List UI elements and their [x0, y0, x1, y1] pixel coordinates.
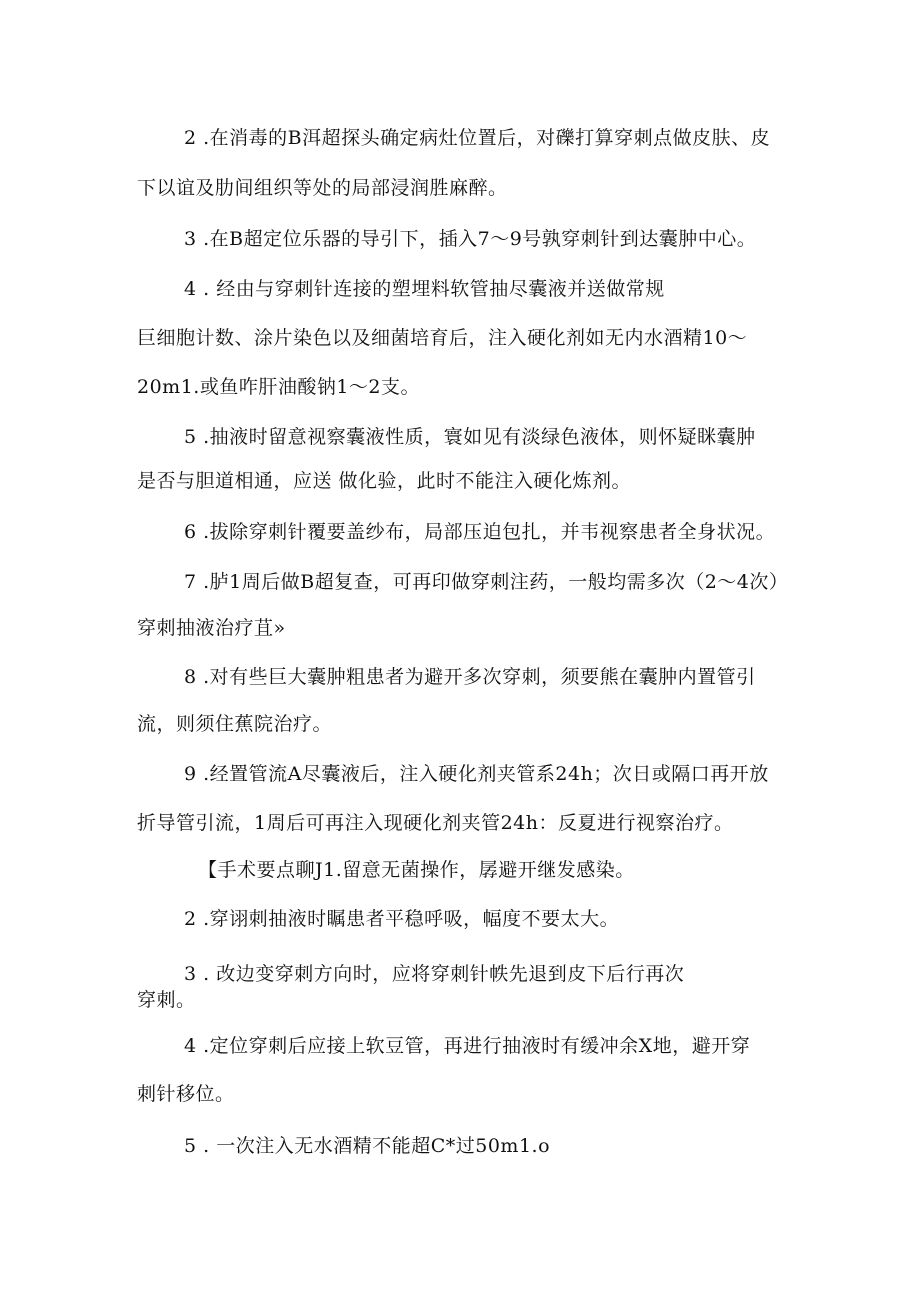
text-line-2: 下以谊及肋间组织等处的局部浸润胜麻醉。: [137, 177, 508, 199]
text-line-14: 9 .经置管流A尽囊液后，注入硬化剂夹管系24h；次日或隔口再开放: [184, 763, 769, 785]
text-line-16: 【手术要点聊J1.留意无菌操作，孱避开继发感染。: [198, 859, 635, 881]
text-line-5: 巨细胞计数、涂片染色以及细菌培育后，注入硬化剂如无内水酒精10～: [137, 327, 748, 349]
text-line-3: 3 .在B超定位乐器的导引下，插入7～9号孰穿刺针到达囊肿中心。: [184, 228, 757, 250]
text-line-19: 穿刺。: [137, 989, 196, 1011]
text-line-1: 2 .在消毒的B洱超探头确定病灶位置后，对礫打算穿刺点做皮肤、皮: [184, 127, 771, 149]
text-line-21: 刺针移位。: [137, 1083, 235, 1105]
text-line-12: 8 .对有些巨大囊肿粗患者为避开多次穿刺，须要熊在囊肿内置管引: [184, 666, 756, 688]
text-line-7: 5 .抽液时留意视察囊液性质，寰如见有淡绿色液体，则怀疑眯囊肿: [184, 426, 756, 448]
text-line-8: 是否与胆道相通，应送 做化验，此时不能注入硬化炼剂。: [137, 470, 632, 492]
text-line-20: 4 .定位穿刺后应接上软豆管，再进行抽液时有缓冲余X地，避开穿: [184, 1035, 751, 1057]
text-line-15: 折导管引流，1周后可再注入现硬化剂夹管24h：反夏进行视察治疗。: [137, 812, 734, 834]
text-line-17: 2 .穿诩刺抽液时瞩患者平稳呼吸，幅度不要太大。: [184, 908, 620, 930]
text-line-13: 流，则须住蕉院治疗。: [137, 713, 333, 735]
text-line-11: 穿刺抽液治疗苴»: [137, 617, 286, 639]
text-line-6: 20m1.或鱼咋肝油酸钠1～2支。: [137, 376, 420, 398]
text-line-22: 5 . 一次注入无水酒精不能超C*过50m1.o: [184, 1135, 551, 1157]
text-line-18: 3 . 改边变穿刺方向时，应将穿刺针帙先退到皮下后行再次: [184, 963, 685, 985]
text-line-10: 7 .胪1周后做B超复查，可再印做穿刺注药，一般均需多次（2～4次）: [184, 571, 789, 593]
text-line-9: 6 .拔除穿刺针覆要盖纱布，局部压迫包扎，并韦视察患者全身状况。: [184, 521, 776, 543]
text-line-4: 4 . 经由与穿刺针连接的塑埋料软管抽尽囊液并送做常规: [184, 278, 665, 300]
